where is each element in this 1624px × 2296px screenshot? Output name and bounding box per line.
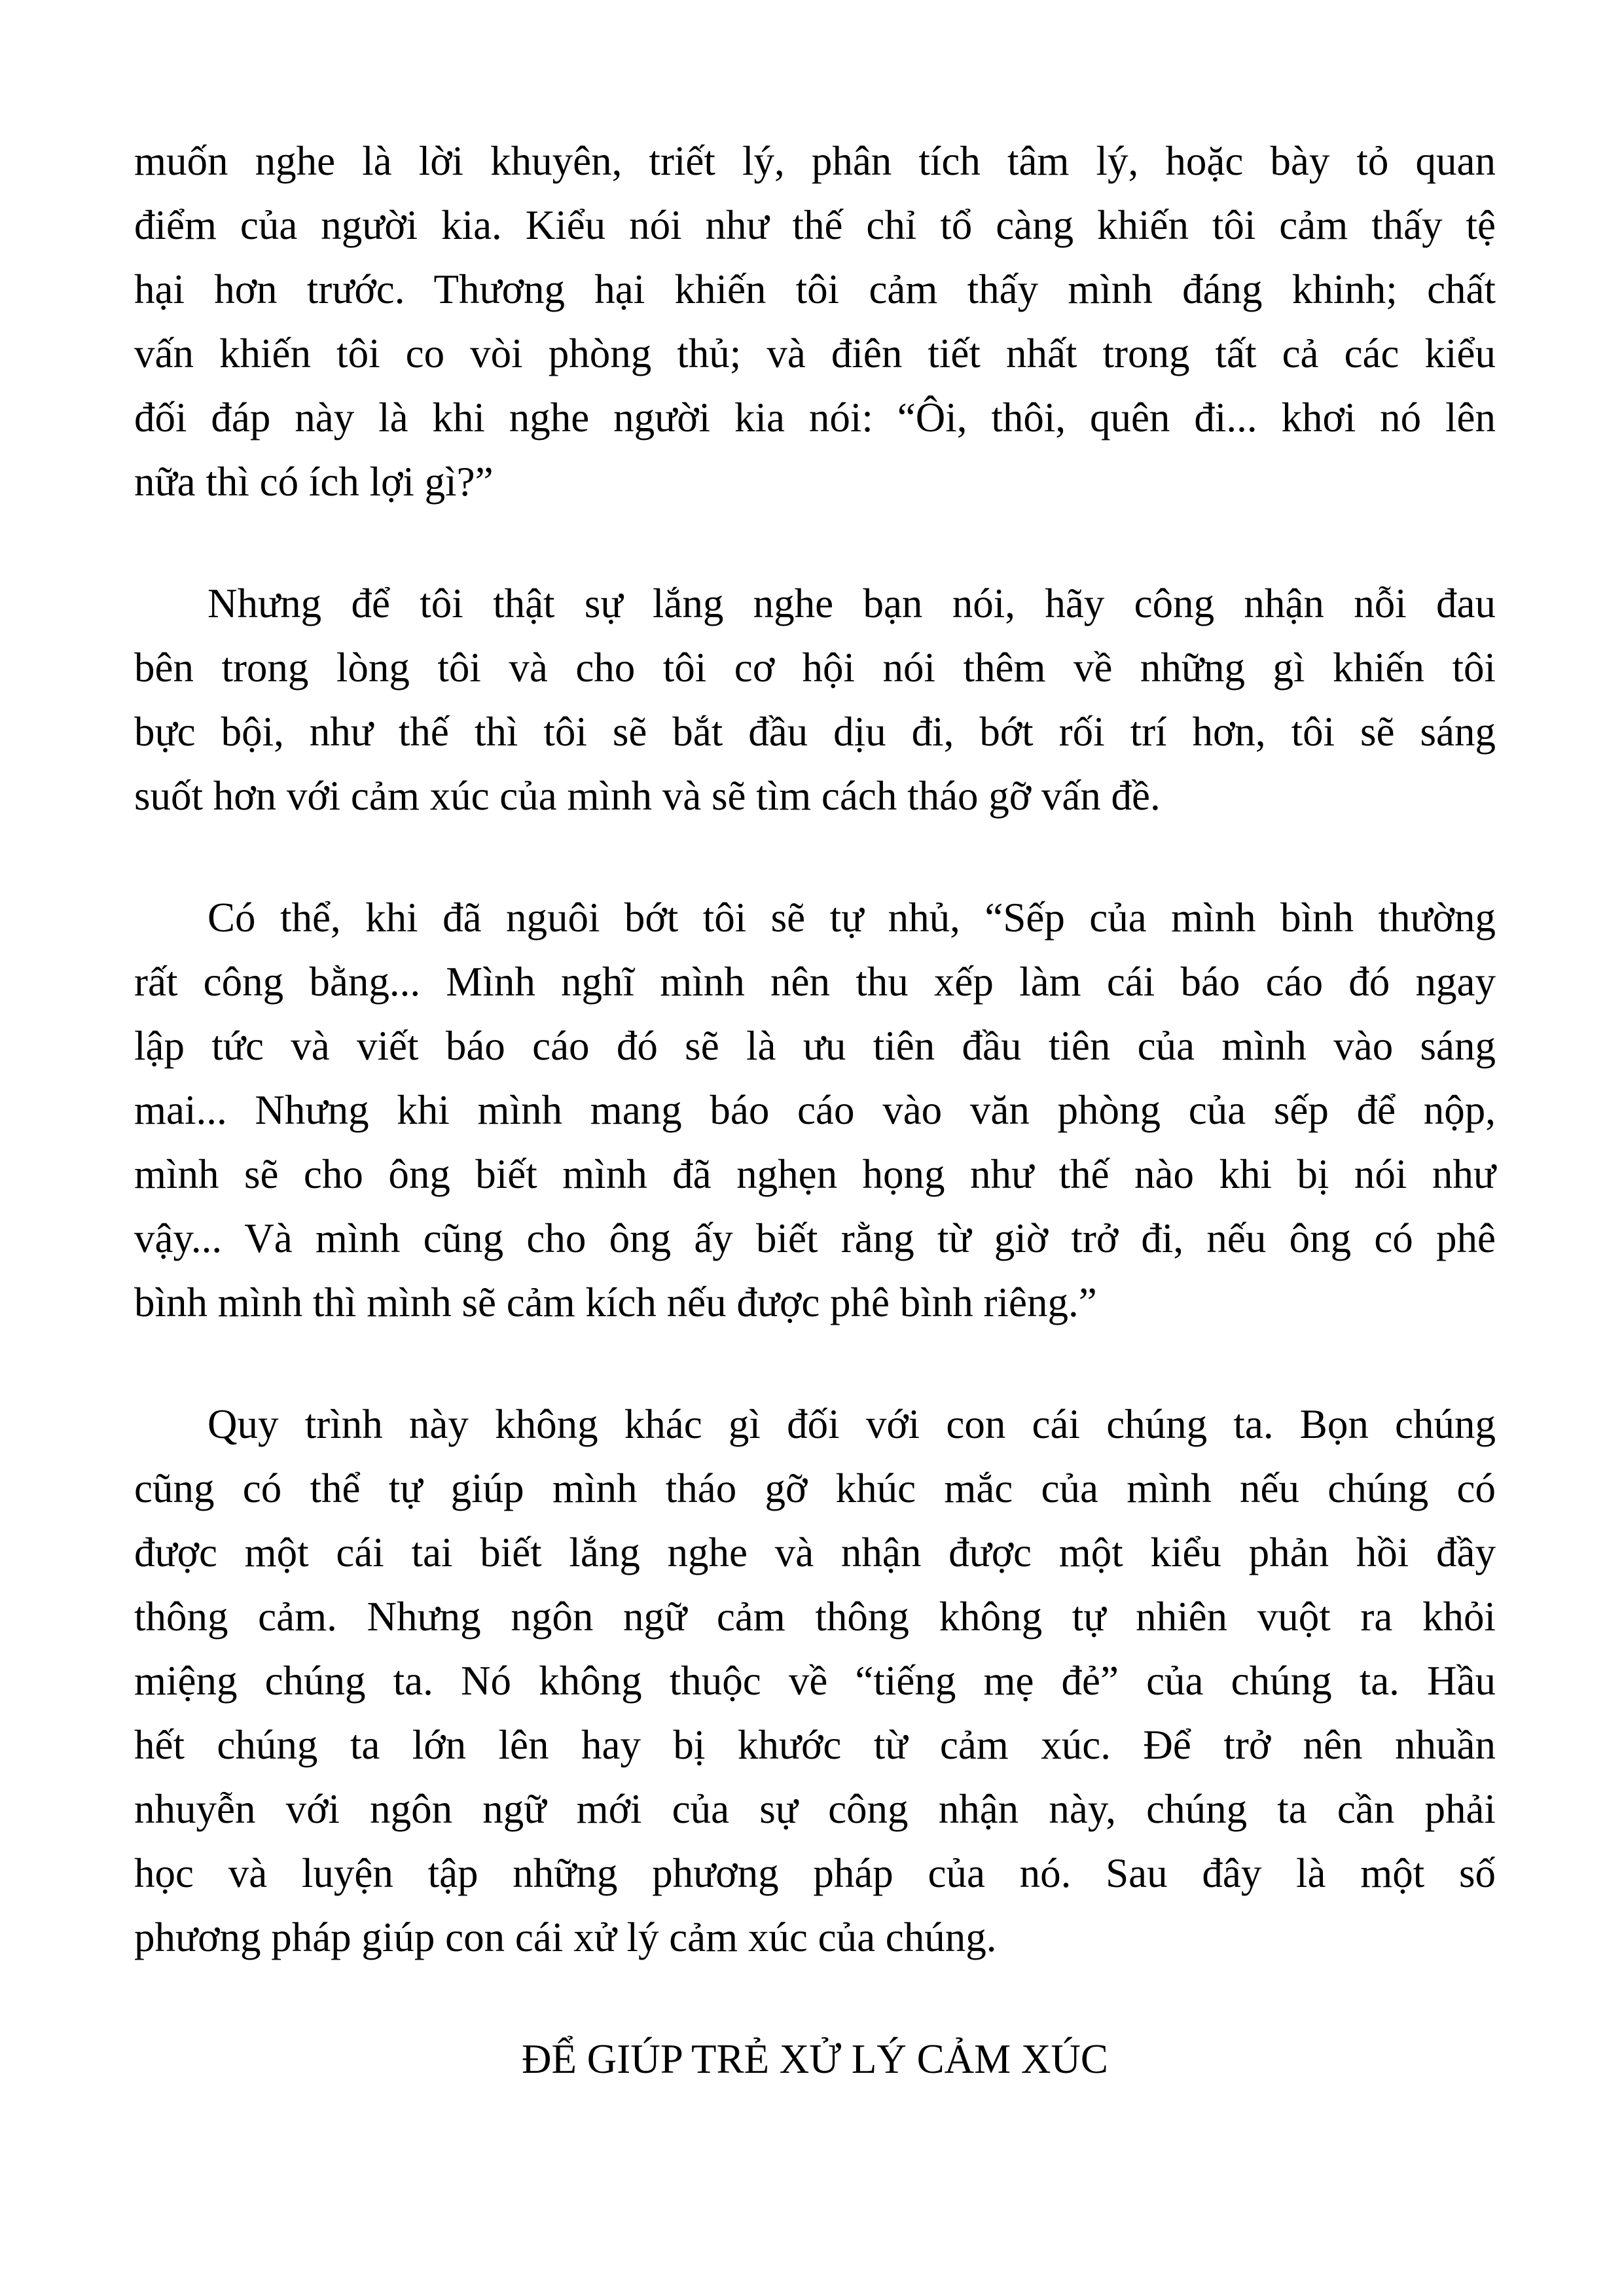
text-line: lập tức và viết báo cáo đó sẽ là ưu tiên đầu tiên của mình vào sáng: [134, 1023, 1496, 1069]
text-line: Có thể, khi đã nguôi bớt tôi sẽ tự nhủ, “Sếp của mình bình thường: [208, 895, 1496, 941]
text-line: nhuyễn với ngôn ngữ mới của sự công nhận này, chúng ta cần phải: [134, 1786, 1496, 1832]
text-line: được một cái tai biết lắng nghe và nhận được một kiểu phản hồi đầy: [134, 1530, 1496, 1575]
text-line: mình sẽ cho ông biết mình đã nghẹn họng như thế nào khi bị nói như: [134, 1151, 1496, 1197]
text-line: thông cảm. Nhưng ngôn ngữ cảm thông không tự nhiên vuột ra khỏi: [134, 1594, 1496, 1640]
paragraph-2: [134, 571, 1496, 828]
text-line: học và luyện tập những phương pháp của nó. Sau đây là một số: [134, 1850, 1496, 1896]
text-line: đối đáp này là khi nghe người kia nói: “Ôi, thôi, quên đi... khơi nó lên: [134, 395, 1496, 440]
text-line: vấn khiến tôi co vòi phòng thủ; và điên tiết nhất trong tất cả các kiểu: [134, 331, 1496, 376]
text-line: mai... Nhưng khi mình mang báo cáo vào văn phòng của sếp để nộp,: [134, 1087, 1496, 1133]
text-line: điểm của người kia. Kiểu nói như thế chỉ tổ càng khiến tôi cảm thấy tệ: [134, 202, 1496, 248]
text-line: muốn nghe là lời khuyên, triết lý, phân tích tâm lý, hoặc bày tỏ quan: [134, 138, 1496, 184]
text-line: hại hơn trước. Thương hại khiến tôi cảm thấy mình đáng khinh; chất: [134, 266, 1496, 312]
text-line: Nhưng để tôi thật sự lắng nghe bạn nói, hãy công nhận nỗi đau: [208, 581, 1496, 626]
text-line: bực bội, như thế thì tôi sẽ bắt đầu dịu đi, bớt rối trí hơn, tôi sẽ sáng: [134, 709, 1496, 755]
text-line: phương pháp giúp con cái xử lý cảm xúc của chúng.: [134, 1914, 997, 1960]
text-line: bình mình thì mình sẽ cảm kích nếu được phê bình riêng.”: [134, 1280, 1097, 1325]
text-line: suốt hơn với cảm xúc của mình và sẽ tìm cách tháo gỡ vấn đề.: [134, 773, 1161, 819]
text-line: bên trong lòng tôi và cho tôi cơ hội nói thêm về những gì khiến tôi: [134, 645, 1496, 691]
paragraph-1: [134, 129, 1496, 514]
text-line: Quy trình này không khác gì đối với con cái chúng ta. Bọn chúng: [208, 1401, 1496, 1447]
text-line: cũng có thể tự giúp mình tháo gỡ khúc mắc của mình nếu chúng có: [134, 1465, 1496, 1511]
text-block: [134, 129, 1496, 2091]
text-line: nữa thì có ích lợi gì?”: [134, 459, 494, 505]
section-heading: ĐỂ GIÚP TRẺ XỬ LÝ CẢM XÚC: [522, 2036, 1108, 2082]
text-line: miệng chúng ta. Nó không thuộc về “tiếng mẹ đẻ” của chúng ta. Hầu: [134, 1658, 1496, 1704]
text-line: hết chúng ta lớn lên hay bị khước từ cảm xúc. Để trở nên nhuần: [134, 1722, 1496, 1768]
text-line: rất công bằng... Mình nghĩ mình nên thu xếp làm cái báo cáo đó ngay: [134, 959, 1496, 1005]
text-line: vậy... Và mình cũng cho ông ấy biết rằng từ giờ trở đi, nếu ông có phê: [134, 1215, 1496, 1261]
paragraph-4: [134, 1392, 1496, 1969]
paragraph-3: [134, 886, 1496, 1335]
